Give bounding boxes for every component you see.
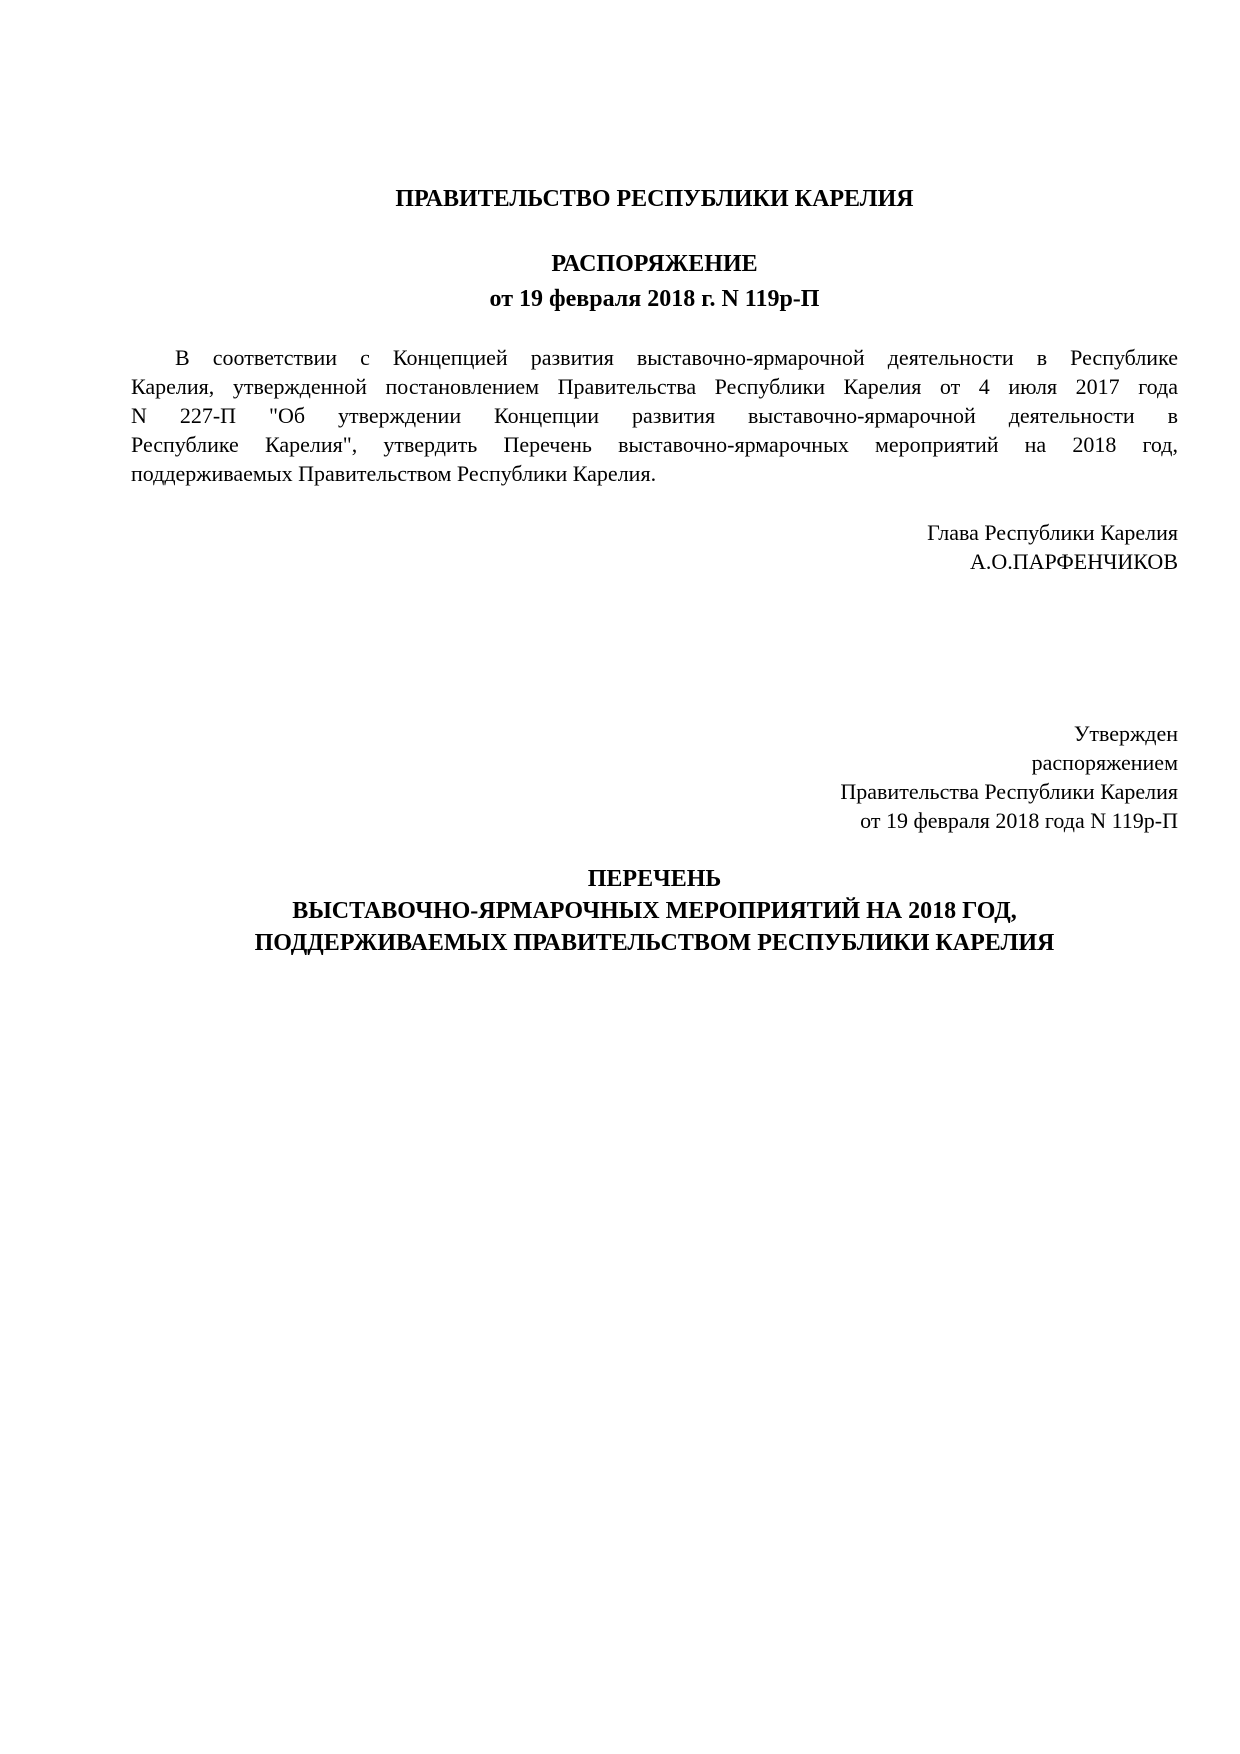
paragraph-line: N 227-П "Об утверждении Концепции развития выставочно-ярмарочной деятельности в <box>131 403 1178 428</box>
document-type: РАСПОРЯЖЕНИЕ <box>551 251 758 277</box>
list-title-line: ВЫСТАВОЧНО-ЯРМАРОЧНЫХ МЕРОПРИЯТИЙ НА 2018 ГОД, <box>292 898 1017 924</box>
paragraph-line: поддерживаемых Правительством Республики Карелия. <box>131 461 657 486</box>
list-title-line: ПОДДЕРЖИВАЕМЫХ ПРАВИТЕЛЬСТВОМ РЕСПУБЛИКИ КАРЕЛИЯ <box>254 930 1055 956</box>
approval-line: распоряжением <box>1031 750 1178 775</box>
paragraph-line: Республике Карелия", утвердить Перечень выставочно-ярмарочных мероприятий на 2018 год, <box>131 432 1178 457</box>
approval-line: от 19 февраля 2018 года N 119р-П <box>860 808 1178 833</box>
paragraph-line: В соответствии с Концепцией развития выставочно-ярмарочной деятельности в Республике <box>175 345 1178 370</box>
government-title: ПРАВИТЕЛЬСТВО РЕСПУБЛИКИ КАРЕЛИЯ <box>395 186 914 212</box>
paragraph-line: Карелия, утвержденной постановлением Правительства Республики Карелия от 4 июля 2017 года <box>131 374 1178 399</box>
approval-line: Правительства Республики Карелия <box>840 779 1178 804</box>
order-paragraph <box>131 343 1178 488</box>
signatory-name: А.О.ПАРФЕНЧИКОВ <box>970 549 1178 574</box>
list-title-line: ПЕРЕЧЕНЬ <box>587 866 722 892</box>
list-title <box>131 863 1178 959</box>
document-date-number: от 19 февраля 2018 г. N 119р-П <box>489 286 820 312</box>
signature-block <box>131 518 1178 576</box>
approval-block <box>131 719 1178 835</box>
approval-line: Утвержден <box>1073 721 1178 746</box>
signatory-position: Глава Республики Карелия <box>927 520 1178 545</box>
